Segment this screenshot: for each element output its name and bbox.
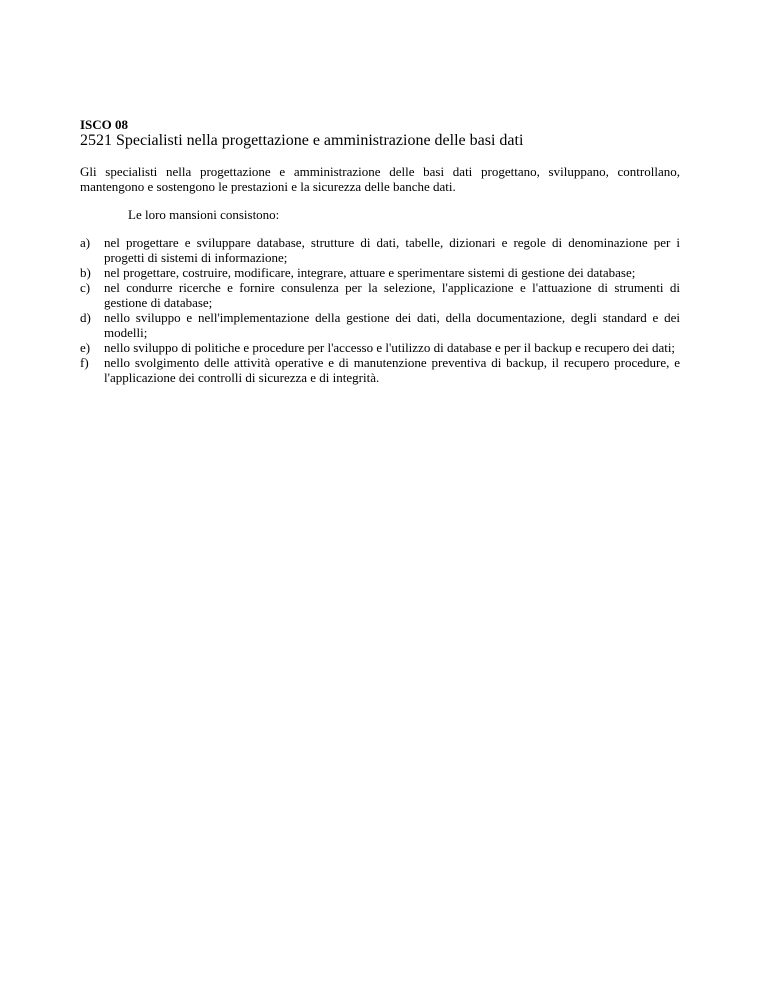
task-marker: f) [80, 355, 89, 370]
task-item-e [80, 340, 680, 355]
occupation-title: 2521 Specialisti nella progettazione e amministrazione delle basi dati [80, 132, 524, 149]
task-marker: d) [80, 310, 91, 325]
document-content [80, 117, 680, 385]
isco-code-heading: ISCO 08 [80, 117, 129, 132]
task-text: nello sviluppo di politiche e procedure per l'accesso e l'utilizzo di database e per il backup e recupero dei dati; [104, 340, 676, 355]
task-marker: c) [80, 280, 91, 295]
task-marker: a) [80, 235, 91, 250]
task-text: nel progettare, costruire, modificare, integrare, attuare e sperimentare sistemi di gestione dei database; [104, 265, 636, 280]
task-marker: e) [80, 340, 91, 355]
task-item-f [80, 355, 680, 385]
task-text: nello svolgimento delle attività operative e di manutenzione preventiva di backup, il recupero procedure, e l'applicazione dei controlli di sicurezza e di integrità. [104, 355, 680, 385]
task-item-a [80, 235, 680, 265]
task-item-b [80, 265, 680, 280]
tasks-list [80, 235, 680, 385]
task-marker: b) [80, 265, 91, 280]
task-item-c [80, 280, 680, 310]
task-text: nel condurre ricerche e fornire consulenza per la selezione, l'applicazione e l'attuazione di strumenti di gestione di database; [104, 280, 680, 310]
task-item-d [80, 310, 680, 340]
tasks-intro: Le loro mansioni consistono: [128, 207, 280, 222]
occupation-description: Gli specialisti nella progettazione e amministrazione delle basi dati progettano, sviluppano, controllano, mantengono e sostengono le prestazioni e la sicurezza delle banche dati. [80, 164, 680, 194]
task-text: nello sviluppo e nell'implementazione della gestione dei dati, della documentazione, degli standard e dei modelli; [104, 310, 680, 340]
task-text: nel progettare e sviluppare database, strutture di dati, tabelle, dizionari e regole di denominazione per i progetti di sistemi di informazione; [104, 235, 680, 265]
